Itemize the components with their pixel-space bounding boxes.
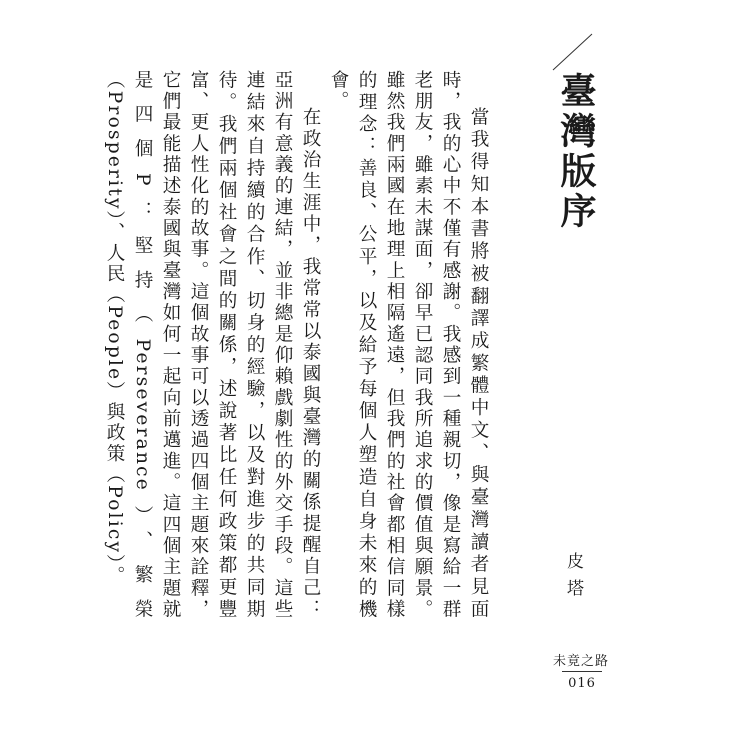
- paragraph-1: 當我得知本書將被翻譯成繁體中文、與臺灣讀者見面時，我的心中不僅有感謝。我感到一種親切，像是寫給一群老朋友，雖素未謀面，卻早已認同我所追求的價值與願景。雖然我們兩國在地理上相隔遙遠，但我們的社會都相信同樣的理念：善良、公平，以及給予每個人塑造自身未來的機會。: [328, 70, 489, 620]
- page-number: 016: [568, 676, 596, 691]
- paragraph-2: 在政治生涯中，我常常以泰國與臺灣的關係提醒自己：亞洲有意義的連結，並非總是仰賴戲劇性的外交手段。這些連結來自持續的合作、切身的經驗，以及對進步的共同期待。我們兩個社會之間的關係，述說著比任何政策都更豐富、更人性化的故事。這個故事可以透過四個主題來詮釋，它們最能描述泰國與臺灣如何一起向前邁進。這四個主題就是四個P：堅持（Perseverance）、繁榮（Prosperity）、人民（People）與政策（Policy）。: [104, 70, 321, 620]
- author-name: 皮塔: [563, 552, 583, 606]
- page-title: 臺灣版序: [555, 72, 597, 232]
- footer-divider: [562, 671, 602, 672]
- preface-body: [104, 70, 492, 620]
- running-book-title: 未竟之路: [552, 654, 609, 669]
